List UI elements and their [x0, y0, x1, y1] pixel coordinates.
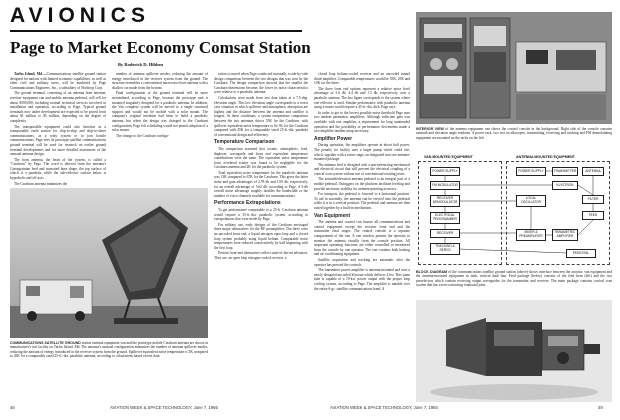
paragraph	[214, 72, 308, 95]
paragraph	[214, 251, 308, 260]
block-fm-modulator: FM MODULATOR	[430, 181, 460, 190]
paragraph-text: The ground terminal, consisting of an antenna horn antenna, receiver equipment van and mobile antenna pedestal, will sell for about $500,000, including normal technical services involved in installation and operation, according to Page. Typical ground terminals now under development are expected to be priced from about $1 million to $5 million, depending on the degree of complexity.	[10, 91, 106, 123]
paragraph	[314, 192, 410, 210]
paragraph	[314, 268, 410, 291]
left-footer-credit: AVIATION WEEK & SPACE TECHNOLOGY, June 7, 1965	[110, 405, 218, 410]
paragraph-text: The Cassburn antenna minimizes the	[14, 181, 68, 186]
paragraph	[10, 91, 106, 123]
feed-package-image	[416, 300, 612, 402]
section-rule	[10, 30, 302, 32]
paragraph-text: In order to get to the lowest possible noise threshold Page uses two tandem parametric amplifiers. Although sufficient gain was available with one amplifier, a requirement for long unattended operation and the possibility of performance decrements made a two-amplifier tandem setup necessary.	[314, 110, 410, 134]
block-filter: FILTER	[582, 195, 604, 204]
paragraph-text: closed loop helium-cooled receiver and an uncooled tunnel diode amplifier. Comparable temperatures would be 55K, 25K and 10K for the three.	[314, 72, 410, 86]
paragraph	[314, 111, 410, 134]
paragraph-text: The antenna and control van houses all communications and control equipment except the receiver front end and the transmitter final stages. The control console is a separate compartment of the van. A van window permits the operator to monitor the antenna visually from the console position. All important operating functions are either controlled or monitored from the console by one operator. The van contains both heating and air conditioning equipment.	[314, 220, 410, 257]
paragraph	[314, 258, 410, 267]
paragraph-text: Communications satellite ground station designed for nations with limited economic capabilities, as well as other civil and military users, will be marketed by Page Communications Engineers, Inc., a subsidiary of Northrop Corp.	[10, 72, 106, 90]
block-klystron: KLYSTRON	[552, 181, 578, 190]
interior-photo-caption: INTERIOR VIEW of the antenna equipment van shows the control console in the background. Right side of the console contains azimuth and elevation angle readouts. A power rack, two test oscilloscopes, transmitting, receiving and tracking and FM demodulating equipment are mounted on the racks on the left.	[416, 127, 612, 140]
block-mixer-preamp: MIXER & PREAMPLIFIER	[516, 229, 546, 241]
block-electrical-programmer: ELECTRICAL PROGRAMMER	[430, 212, 460, 224]
paragraph-text: ration occurred when Page conducted internally a side-by-side design comparison between the two designs that was won by the Cassburn. The design comparison showed that the smaller the Cassburn dimensions become, the lower its noise characteristics were relative to a parabolic antenna.	[214, 72, 308, 95]
subhead-text: Amplifier Power	[314, 135, 353, 142]
paragraph	[314, 177, 410, 191]
paragraph	[214, 171, 308, 199]
block-tx-power-supply: POWER SUPPLY	[516, 167, 546, 176]
paragraph-text: Present front-end alternatives reflect state-of-the-art advances. They are: an open loop nitrogen-cooled receiver, a	[214, 251, 308, 260]
paragraph-text: The horn antenna, the heart of the system, is called a "Cassburn" by Page. The word is derived from the antenna's Cassegrainian feed and truncated horn shape, the top surface of which is a parabola, while the sub-reflector surface below is hyperbolic and off-axis.	[10, 157, 106, 181]
block-power-supply: POWER SUPPLY	[430, 167, 460, 176]
paragraph-text: Calculations were made from test data taken at a 7.5-deg. elevation angle. This low elevation angle corresponds to a worst case situation in which spillover and atmospheric absorption are highest and the distance between the antenna and satellite is longest. At these conditions, a system temperature comparison between the two antennas shows 55K for the Cassburn, with spillover equivalent noise temperature to be 3K for the Cassburn compared with 45K for a comparable sized 25-ft.-dia. parabola of conventional design and efficiency.	[214, 95, 308, 137]
block-diagram-caption: BLOCK DIAGRAM of the communications satellite ground station (above) shows interface between the acoustic van equipment and the antenna-mounted equipment as dark, vertical dash line. Feed package (below) consists of the feed horn (left) and the two preselectors which contain receiving output waveguides for the transmitter and receiver. The main package contains conical scan system that has a non-contacting rotational joint.	[416, 270, 612, 288]
paragraph-text: The transmitter power amplifier is antenna-mounted and uses a newly designed uncooled klystron which delivers 2 kw. This same tube is capable of a 10-kw. power output with the proper loop cooling system, according to Page. The amplifier is tunable over the entire 6-gc. satellite communications band. A	[314, 268, 410, 291]
subhead	[214, 140, 308, 145]
antenna-photo	[10, 188, 208, 338]
antenna-photo-image	[10, 188, 208, 338]
paragraph	[214, 96, 308, 137]
subhead	[314, 137, 410, 142]
block-diagram	[416, 155, 612, 267]
text-column-4	[314, 72, 410, 402]
paragraph-text: For transport, the pedestal is lowered to a horizontal position. To aid in assembly, the antenna can be erected onto the pedestal while it is in a vertical position. The pedestal and antenna are then raised together by a built-in mechanism.	[314, 192, 410, 211]
right-page-number: 49	[598, 405, 603, 410]
paragraph-text: Total equivalent noise temperature for the parabolic antenna was 13K compared to 67K for the Cassburn. This gives the latter noise and gain advantages of 2.78 db and 1.69 db, respectively, for an overall advantage of 5.62 db, according to Page. A 5-db overall noise advantage roughly doubles the bandwidth or the number of voice channels available for communications.	[214, 170, 308, 198]
paragraph-text: For military use, early designs of the Cassburn envisaged three major alternatives for the RF preamplifier. The three were an uncooled front end, a liquid nitrogen open loop and a closed loop system probably using liquid helium. Comparable noise temperatures were reduced consecutively by half beginning with the first loop.	[214, 222, 308, 250]
antenna-photo-caption: COMMUNICATIONS SATELLITE GROUND station antenna equipment van and the prototype mobile Cassburn antenna are shown at manufacturer's test facility on Tarlos Island, Md. The antenna's unusual configuration minimizes the number of antenna spillover modes, reducing the amount of energy introduced in the receiver system from the ground. Spillover equivalent noise temperature is 3K compared to 45K for a comparably sized 25-ft.-dia. parabolic antenna, according to calculations based on test data.	[10, 341, 208, 359]
paragraph-text: The comparison assumed that cosmic, atmospheric, feed, duplexer, waveguide and front end equivalent temperature contributions were the same. The equivalent noise temperature from overhead scatter was found to be negligible for the Cassburn antenna and 2K for the parabolic system.	[214, 146, 308, 170]
byline: By Roderick D. Hibben	[118, 62, 164, 67]
paragraph	[314, 163, 410, 177]
paragraph-text: During operation, the amplifiers operate at about half power. The penalty for facility uses a larger pump which could cite, which, together with a mixer stage, an integrated into one antenna-mounted package.	[314, 143, 410, 162]
interior-photo	[416, 12, 612, 124]
paragraph-text: The transportable equipment could also function as a transportable earth station for ship-to-ship and ship-to-shore communications, as a relay system or to join hostile communications. Page sees its prototype satellite communications ground terminal will be used for research on earlier ground terminal developments and for more detailed assessment of the unusual antenna design.	[10, 124, 106, 157]
paragraph-text: To get performance comparable to a 25-ft. Cassburn antenna would require a 35-ft.-dia. parabolic system, according to extrapolations that were made by Page.	[214, 208, 308, 222]
paragraph	[214, 208, 308, 222]
block-tracking-servo: TRACKING & SERVO	[430, 243, 460, 255]
paragraph	[214, 147, 308, 170]
subhead-text: Van Equipment	[314, 212, 351, 219]
paragraph	[10, 125, 106, 157]
antenna-zone-label: ANTENNA MOUNTED EQUIPMENT	[516, 155, 575, 159]
paragraph	[314, 220, 410, 257]
text-column-2	[112, 72, 208, 184]
block-param-amp: PARAMETRIC AMPLIFIER	[552, 229, 578, 241]
paragraph	[314, 87, 410, 110]
paragraph	[10, 158, 106, 181]
van-zone-label: VAN MOUNTED EQUIPMENT	[424, 155, 473, 159]
feed-package-photo	[416, 300, 612, 402]
paragraph-text: The change to the Cassburn configu-	[116, 133, 169, 138]
block-local-oscillator: LOCAL OSCILLATOR	[516, 195, 546, 207]
text-column-3	[214, 72, 308, 402]
paragraph	[314, 143, 410, 161]
interior-photo-image	[416, 12, 612, 124]
section-label: AVIONICS	[10, 4, 150, 27]
paragraph-text: The antenna feed is designed with a non-interacting mechanical and electrical circuit that will prevent the electrical coupling of a conical scan system without use of conventional rotating joints.	[314, 162, 410, 176]
paragraph-text: The azimuth/elevation antenna pedestal is an integral part of a mobile pedestal. Outriggers on the platform facilitate leveling and provide necessary stability for antenna-pointing accuracy.	[314, 177, 410, 191]
paragraph-text: The three front end options represent a relative noise level advantage of 3.6 db, 4.4 db and 1.3 db, respectively, over a parabolic antenna. The last figure corresponds to the system where one reflector is used. Similar performance with parabolic antenna using a maser would require a 45-ft.-dia. dish, Page says.	[314, 86, 410, 110]
headline: Page to Market Economy Comsat Station	[10, 38, 311, 57]
dateline: Tarlos Island, Md.—	[14, 72, 47, 76]
right-footer-credit: AVIATION WEEK & SPACE TECHNOLOGY, June 7, 1965	[330, 405, 438, 410]
paragraph	[112, 72, 208, 90]
paragraph	[112, 134, 208, 139]
subhead-text: Temperature Comparison	[214, 139, 275, 146]
left-page-number: 48	[10, 405, 15, 410]
block-antenna: ANTENNA	[582, 167, 604, 176]
paragraph	[112, 91, 208, 132]
block-pedestal: PEDESTAL	[566, 249, 596, 258]
block-receiver: RECEIVER	[430, 229, 460, 238]
subhead-text: Performance Extrapolations	[214, 200, 281, 207]
paragraph-text: number of antenna spillover modes, reducing the amount of energy introduced in the receiver system from the ground. The structure resembles a conventional microwave horn antenna with a shallow cut made from the bottom.	[112, 72, 208, 90]
paragraph-text: Final configuration of the ground terminal will be more streamlined, according to Page, because the prototype unit is mounted singularly designed for a parabolic antenna. In addition, the Van complete system will be moved to a single structural support and would not be mobile with a solar mount. The company's original intention had been to build a parabolic antenna, but when the design was changed to the Cassburn configuration, Page felt scheduling would not permit adoption of a solar mount.	[112, 91, 208, 133]
paragraph-text: Satellite acquisition and tracking are automatic after the operator has pressed the controls.	[314, 257, 410, 267]
paragraph	[314, 72, 410, 86]
paragraph	[10, 72, 106, 90]
paragraph	[214, 223, 308, 251]
block-feed: FEED	[582, 211, 604, 220]
block-transmitter: TRANSMITTER	[552, 167, 578, 176]
subhead	[314, 214, 410, 219]
subhead	[214, 201, 308, 206]
block-receiver-demod: RECEIVER DEMODULATOR	[430, 195, 460, 207]
paragraph	[10, 182, 106, 187]
